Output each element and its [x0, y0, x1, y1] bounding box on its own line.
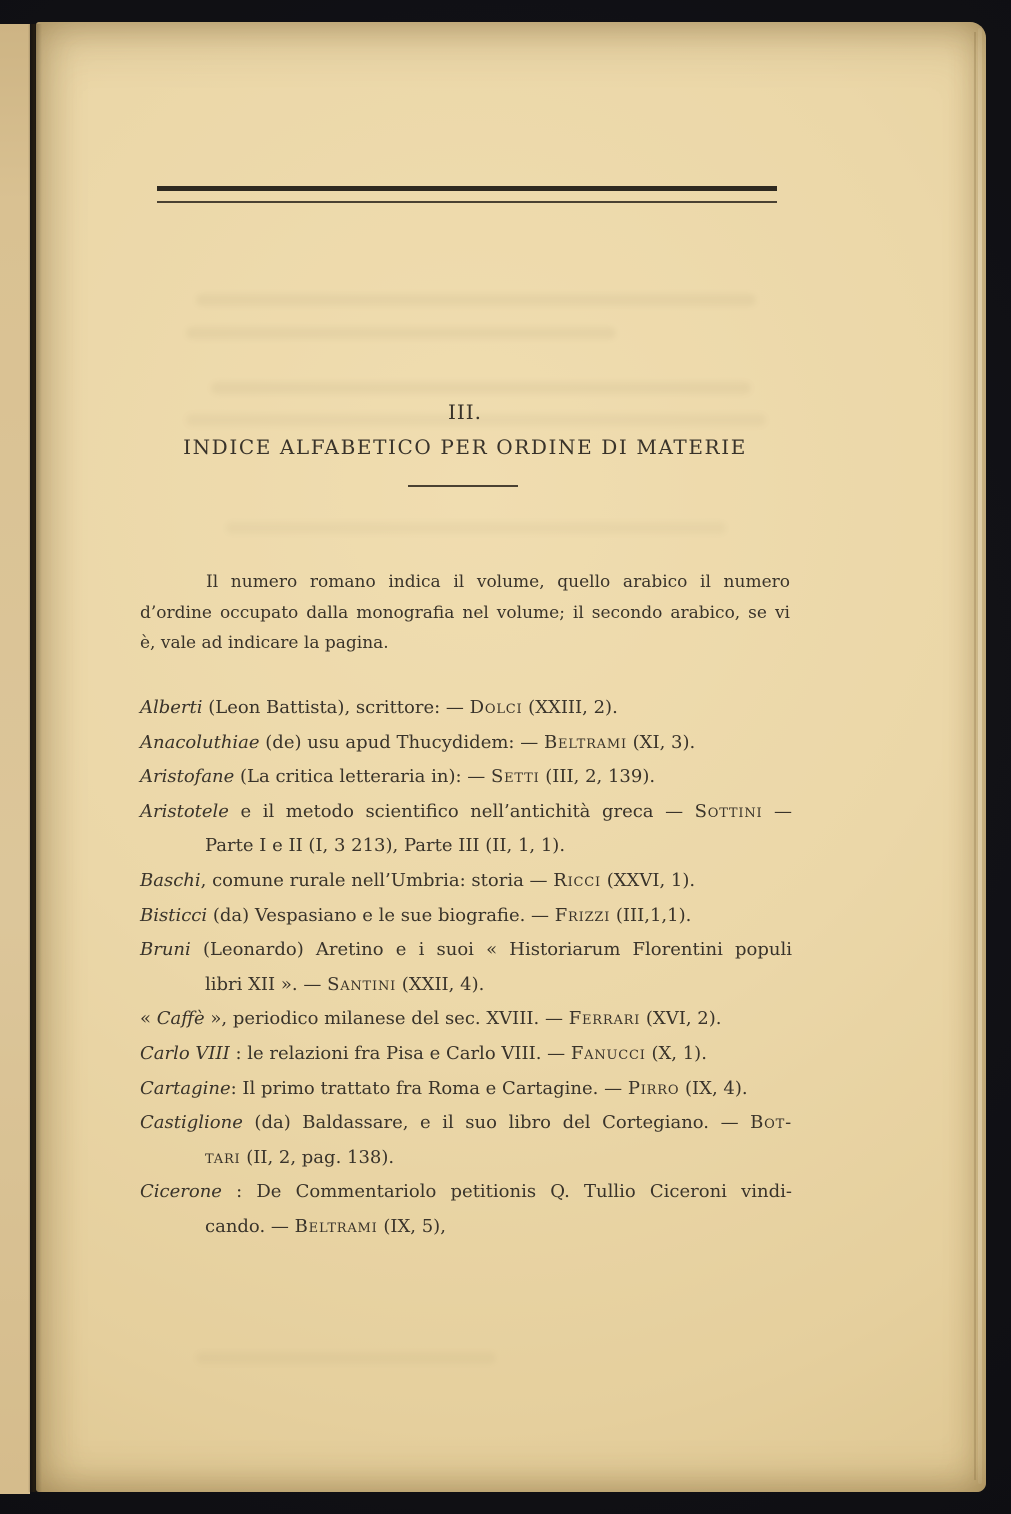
index-entry-line	[140, 760, 792, 795]
entry-keyword: Cartagine	[140, 1077, 231, 1099]
entry-keyword: Castiglione	[140, 1112, 243, 1134]
index-entry-line	[140, 1106, 792, 1141]
entry-text: (La critica letteraria in): —	[234, 766, 491, 788]
section-number: III.	[447, 400, 483, 424]
entry-text: libri XII ». —	[205, 973, 328, 995]
entry-text: (XI, 3).	[626, 731, 696, 753]
entry-text: (X, 1).	[645, 1042, 707, 1064]
entry-text: », periodico milanese del sec. XVIII. —	[204, 1008, 569, 1030]
index-entry-line	[140, 1002, 792, 1037]
index-entry-line	[140, 691, 792, 726]
author-name: Frizzi	[554, 904, 611, 926]
author-name: Beltrami	[543, 731, 627, 753]
index-entry-line	[140, 1072, 792, 1107]
show-through-smudge	[211, 382, 751, 394]
entry-text: (XXIII, 2).	[522, 697, 618, 718]
index-entry-line	[140, 1175, 792, 1210]
entry-keyword: Carlo VIII	[140, 1042, 230, 1064]
author-name: Beltrami	[294, 1215, 378, 1237]
show-through-smudge	[196, 294, 756, 306]
entry-text: : le relazioni fra Pisa e Carlo VIII. —	[229, 1042, 571, 1064]
book-page	[36, 22, 986, 1492]
entry-text: Parte I e II (I, 3 213), Parte III (II, 1, 1).	[205, 835, 566, 857]
title-rule	[408, 485, 518, 487]
index-entry-line	[140, 1037, 792, 1072]
header-double-rule-thin	[157, 201, 777, 203]
author-name: tari	[205, 1146, 241, 1168]
index-entry-line	[140, 1210, 792, 1245]
entry-text: (IX, 4).	[679, 1077, 748, 1099]
entry-text: (II, 2, pag. 138).	[240, 1146, 395, 1168]
index-entry-line	[140, 899, 792, 934]
entry-text: (III, 2, 139).	[539, 766, 656, 788]
page-stack-edge-line	[974, 32, 976, 1480]
author-name: Santini	[327, 973, 397, 995]
show-through-smudge	[226, 522, 726, 534]
entry-keyword: Cicerone	[140, 1181, 222, 1203]
entry-text: «	[140, 1008, 157, 1030]
entry-text: , comune rurale nell’Umbria: storia —	[200, 869, 554, 891]
entry-text: e il metodo scientifico nell’antichità greca —	[228, 800, 695, 822]
author-name: Sottini	[694, 800, 763, 822]
intro-line: Il numero romano indica il volume, quello arabico il numero	[206, 572, 790, 592]
page-title: INDICE ALFABETICO PER ORDINE DI MATERIE	[183, 435, 747, 459]
author-name: Pirro	[627, 1077, 680, 1099]
index-entry-line	[140, 933, 792, 968]
entry-text: (Leon Battista), scrittore: —	[202, 697, 470, 718]
index-entry-line	[140, 968, 792, 1003]
show-through-smudge	[196, 1352, 496, 1364]
entry-keyword: Aristotele	[140, 800, 229, 822]
entry-text: : De Commentariolo petitionis Q. Tullio Ciceroni vindi-	[221, 1181, 792, 1203]
underlying-page-edge	[0, 24, 30, 1494]
index-entry-line	[140, 864, 792, 899]
intro-line: è, vale ad indicare la pagina.	[140, 633, 389, 653]
author-name: Ferrari	[568, 1008, 641, 1030]
index-entry-line	[140, 1141, 792, 1176]
index-entry-line	[140, 795, 792, 830]
entry-text: (III,1,1).	[610, 904, 692, 926]
entry-keyword: Alberti	[140, 697, 203, 718]
entry-text: cando. —	[205, 1215, 295, 1237]
show-through-smudge	[186, 327, 616, 339]
entry-keyword: Bisticci	[140, 904, 208, 926]
index-entry-line	[140, 829, 792, 864]
entry-keyword: Anacoluthiae	[140, 731, 260, 753]
header-double-rule-thick	[157, 186, 777, 191]
index-list	[140, 691, 792, 1245]
entry-text: (da) Vespasiano e le sue biografie. —	[207, 904, 555, 926]
author-name: Setti	[491, 766, 540, 788]
entry-keyword: Caffè	[156, 1008, 205, 1030]
entry-text: (da) Baldassare, e il suo libro del Cortegiano. —	[242, 1112, 751, 1134]
entry-keyword: Baschi	[140, 869, 201, 891]
author-name: Dolci	[469, 697, 523, 718]
entry-text: (IX, 5),	[377, 1215, 446, 1237]
author-name: Ricci	[553, 869, 601, 891]
entry-text: (de) usu apud Thucydidem: —	[259, 731, 544, 753]
author-name: Bot-	[750, 1112, 792, 1134]
entry-text: (Leonardo) Aretino e i suoi « Historiarum Florentini populi	[190, 939, 792, 961]
entry-text: (XXII, 4).	[396, 973, 485, 995]
entry-keyword: Bruni	[140, 939, 191, 961]
introductory-note	[140, 567, 790, 659]
index-entry-line	[140, 726, 792, 761]
entry-text: (XXVI, 1).	[600, 869, 696, 891]
entry-keyword: Aristofane	[140, 766, 235, 788]
intro-line: d’ordine occupato dalla monografia nel volume; il secondo arabico, se vi	[140, 602, 790, 623]
page-stack-edge-highlight	[978, 28, 982, 1484]
book-gutter-shadow	[28, 24, 42, 1492]
entry-text: (XVI, 2).	[640, 1008, 722, 1030]
entry-text: —	[762, 800, 792, 822]
author-name: Fanucci	[570, 1042, 646, 1064]
entry-text: : Il primo trattato fra Roma e Cartagine. —	[230, 1077, 628, 1099]
